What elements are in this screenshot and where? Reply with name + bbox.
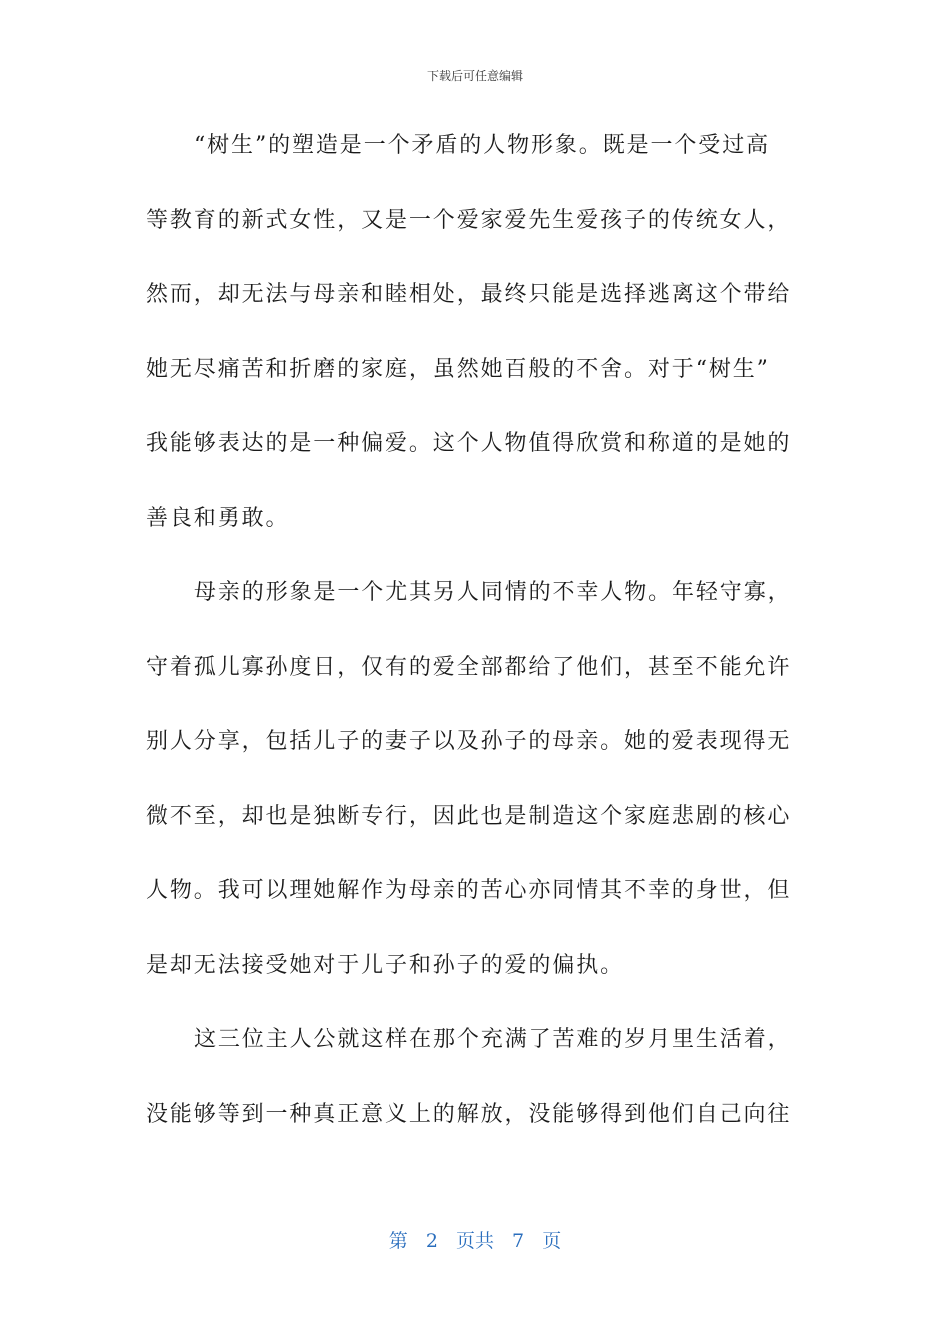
- page-total-number: 7: [512, 1230, 525, 1252]
- text-line: 等教育的新式女性，又是一个爱家爱先生爱孩子的传统女人，: [146, 207, 792, 233]
- page-current-number: 2: [425, 1230, 438, 1252]
- page-header: 下载后可任意编辑: [426, 69, 523, 83]
- text-line: 这三位主人公就这样在那个充满了苦难的岁月里生活着，: [194, 1027, 792, 1052]
- text-line: 我能够表达的是一种偏爱。这个人物值得欣赏和称道的是她的: [146, 431, 792, 456]
- text-line: 善良和勇敢。: [146, 505, 290, 531]
- text-line: 是却无法接受她对于儿子和孙子的爱的偏执。: [146, 952, 625, 978]
- page-footer: [0, 1226, 950, 1253]
- text-line: 微不至，却也是独断专行，因此也是制造这个家庭悲剧的核心: [146, 803, 792, 829]
- text-line: 别人分享，包括儿子的妻子以及孙子的母亲。她的爱表现得无: [146, 729, 792, 754]
- text-line: 然而，却无法与母亲和睦相处，最终只能是选择逃离这个带给: [146, 282, 792, 307]
- text-line: 没能够等到一种真正意义上的解放，没能够得到他们自己向往: [146, 1101, 792, 1127]
- text-line: 母亲的形象是一个尤其另人同情的不幸人物。年轻守寡，: [194, 580, 792, 605]
- footer-label-di: 第: [388, 1230, 408, 1252]
- document-body: [146, 122, 792, 1165]
- text-line: “树生”的塑造是一个矛盾的人物形象。既是一个受过高: [194, 133, 770, 158]
- footer-label-ye-gong: 页共: [455, 1230, 494, 1252]
- text-line: 她无尽痛苦和折磨的家庭，虽然她百般的不舍。对于“树生”: [146, 356, 770, 382]
- text-line: 人物。我可以理她解作为母亲的苦心亦同情其不幸的身世，但: [146, 878, 792, 903]
- text-line: 守着孤儿寡孙度日，仅有的爱全部都给了他们，甚至不能允许: [146, 654, 792, 680]
- footer-label-ye: 页: [542, 1230, 562, 1252]
